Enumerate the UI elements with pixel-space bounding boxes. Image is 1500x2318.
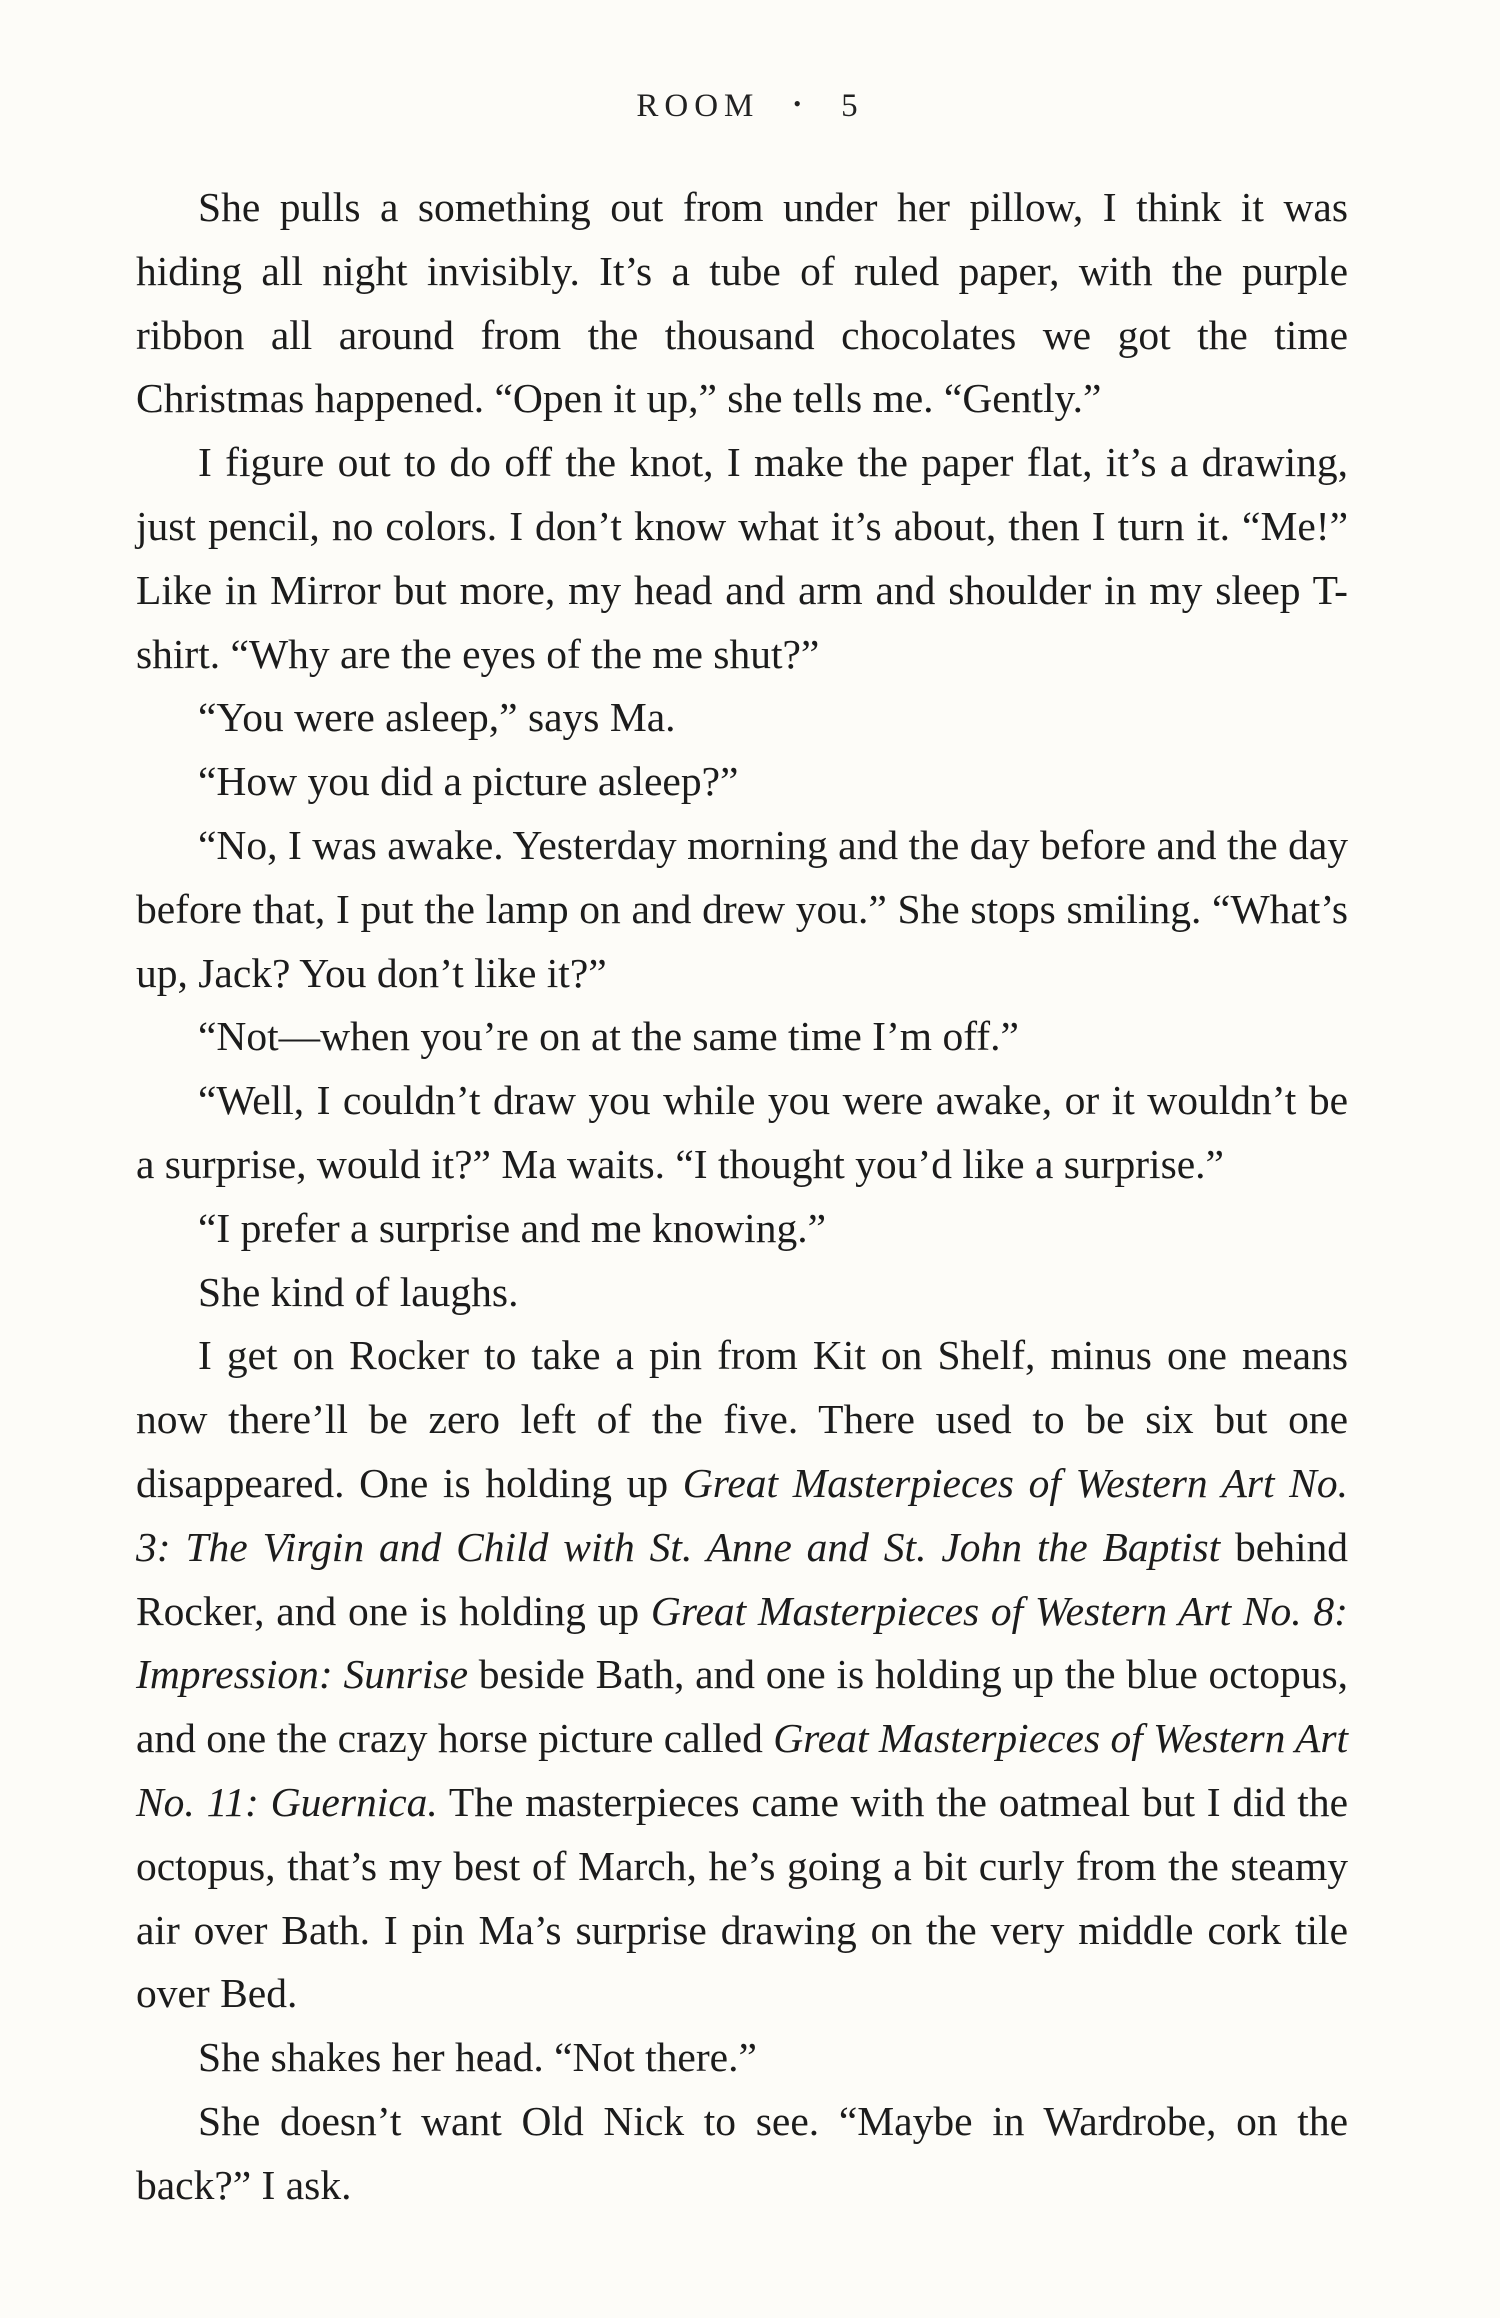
text-run: I get on Rocker to take a pin from Kit on Shelf, minus one means now there’ll be zero left of the five. There used to be six but one disappeared. One is holding up: [136, 1332, 1348, 1506]
italic-title: Great Masterpieces of Western Art No. 3: The Virgin and Child with St. Anne and St. John the Baptist: [136, 1459, 1348, 1570]
page-number: 5: [841, 88, 864, 124]
text-run: beside Bath, and one is holding up the blue octopus, and one the crazy horse picture called: [136, 1651, 1348, 1762]
text-run: She kind of laughs.: [198, 1268, 519, 1315]
italic-title: Great Masterpieces of Western Art No. 11: Guernica.: [136, 1715, 1348, 1825]
text-run: “I prefer a surprise and me knowing.”: [198, 1204, 827, 1251]
text-run: behind Rocker, and one is holding up: [136, 1523, 1348, 1634]
paragraph: [136, 431, 1348, 686]
text-run: “Well, I couldn’t draw you while you were awake, or it wouldn’t be a surprise, would it?” Ma waits. “I thought you’d like a surprise.”: [136, 1077, 1348, 1187]
text-run: She shakes her head. “Not there.”: [198, 2034, 757, 2081]
paragraph: [136, 1261, 1348, 1325]
paragraph: [136, 814, 1348, 1005]
text-run: “No, I was awake. Yesterday morning and the day before and the day before that, I put the lamp on and drew you.” She stops smiling. “What’s up, Jack? You don’t like it?”: [136, 821, 1348, 996]
text-run: She doesn’t want Old Nick to see. “Maybe in Wardrobe, on the back?” I ask.: [136, 2097, 1348, 2208]
paragraph: [136, 2026, 1348, 2090]
paragraph: [136, 1324, 1348, 2026]
text-run: “How you did a picture asleep?”: [198, 758, 739, 805]
paragraph: [136, 2090, 1348, 2218]
text-run: The masterpieces came with the oatmeal but I did the octopus, that’s my best of March, he’s going a bit curly from the steamy air over Bath. I pin Ma’s surprise drawing on the very middle cork tile over Bed.: [136, 1778, 1348, 2017]
running-head: [0, 88, 1500, 125]
paragraph: [136, 750, 1348, 814]
running-head-separator: •: [793, 91, 808, 117]
text-run: “You were asleep,” says Ma.: [198, 694, 676, 741]
paragraph: [136, 1197, 1348, 1261]
paragraph: [136, 1005, 1348, 1069]
running-head-title: ROOM: [636, 88, 760, 124]
italic-title: Great Masterpieces of Western Art No. 8: Impression: Sunrise: [136, 1587, 1348, 1698]
body-text: [136, 176, 1348, 2218]
text-run: I figure out to do off the knot, I make the paper flat, it’s a drawing, just pencil, no colors. I don’t know what it’s about, then I turn it. “Me!” Like in Mirror but more, my head and arm and shoulder in my sleep T-shirt. “Why are the eyes of the me shut?”: [136, 439, 1348, 677]
text-run: She pulls a something out from under her pillow, I think it was hiding all night invisibly. It’s a tube of ruled paper, with the purple ribbon all around from the thousand chocolates we got the time Christmas happened. “Open it up,” she tells me. “Gently.”: [136, 184, 1348, 422]
paragraph: [136, 176, 1348, 431]
text-run: “Not—when you’re on at the same time I’m off.”: [198, 1013, 1019, 1060]
paragraph: [136, 686, 1348, 750]
paragraph: [136, 1069, 1348, 1197]
